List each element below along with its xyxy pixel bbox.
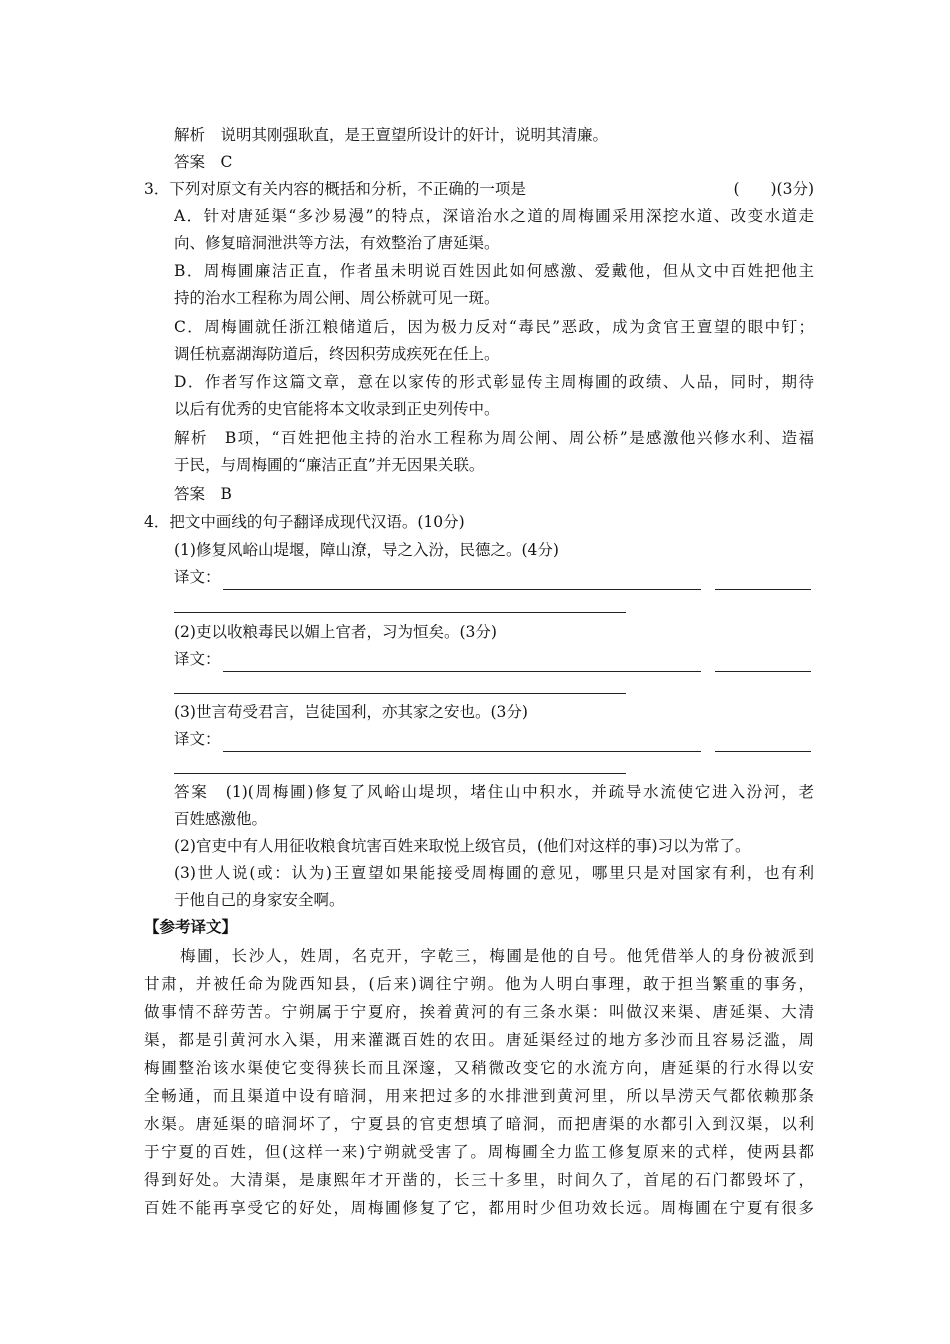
reference-line-2: 甘肃，并被任命为陇西知县，(后来)调往宁朔。他为人明白事理，敢于担当繁重的事务， (144, 975, 814, 993)
q4-answer-line-4: (3)世人说(或：认为)王亶望如果能接受周梅圃的意见，哪里只是对国家有利，也有利 (174, 864, 814, 882)
q3-score: ( )(3分) (733, 180, 814, 198)
q4-item-2-blank-c[interactable] (174, 693, 626, 694)
q3-stem (144, 176, 814, 202)
q4-answer-line-5: 于他自己的身家安全啊。 (174, 891, 345, 909)
q4-item-3-blank-a[interactable] (223, 735, 701, 752)
reference-line-9: 得到好处。大清渠，是康熙年才开凿的，长三十多里，时间久了，首尾的石门都毁坏了， (144, 1171, 814, 1189)
q4-item-1-label: 译文： (174, 568, 221, 586)
q4-item-1-blank-a[interactable] (223, 573, 701, 590)
q4-item-3-answer-line (174, 726, 814, 752)
q3-option-a-line-1: A．针对唐延渠“多沙易漫”的特点，深谙治水之道的周梅圃采用深挖水道、改变水道走 (174, 207, 814, 225)
reference-line-8: 于宁夏的百姓，但(这样一来)宁朔就受害了。周梅圃全力监工修复原来的式样，使两县都 (144, 1143, 814, 1161)
q2-analysis: 解析 说明其刚强耿直，是王亶望所设计的奸计，说明其清廉。 (174, 126, 609, 144)
q4-answer-line-2: 百姓感激他。 (174, 810, 268, 828)
reference-line-5: 梅圃整治该水渠使它变得狭长而且深邃，又稍微改变它的水流方向，唐延渠的行水得以安 (144, 1059, 814, 1077)
q2-answer: 答案 C (174, 153, 233, 171)
q3-analysis-line-1: 解析 B项，“百姓把他主持的治水工程称为周公闸、周公桥”是感激他兴修水利、造福 (174, 429, 814, 447)
q4-answer-line-3: (2)官吏中有人用征收粮食坑害百姓来取悦上级官员，(他们对这样的事)习以为常了。 (174, 837, 751, 855)
reference-line-3: 做事情不辞劳苦。宁朔属于宁夏府，挨着黄河的有三条水渠：叫做汉来渠、唐延渠、大清 (144, 1003, 814, 1021)
q4-item-1-blank-b[interactable] (715, 573, 811, 590)
q4-item-2-label: 译文： (174, 650, 221, 668)
reference-line-10: 百姓不能再享受它的好处，周梅圃修复了它，都用时少但功效长远。周梅圃在宁夏有很多 (144, 1199, 814, 1217)
q3-answer: 答案 B (174, 485, 232, 503)
q3-stem-text: 3．下列对原文有关内容的概括和分析，不正确的一项是 (144, 180, 526, 198)
q4-item-2-blank-a[interactable] (223, 655, 701, 672)
q4-answer-line-1: 答案 (1)(周梅圃)修复了风峪山堤坝，堵住山中积水，并疏导水流使它进入汾河，老 (174, 783, 814, 801)
reference-line-1: 梅圃，长沙人，姓周，名克开，字乾三，梅圃是他的自号。他凭借举人的身份被派到 (180, 947, 814, 965)
q3-option-b-line-2: 持的治水工程称为周公闸、周公桥就可见一斑。 (174, 289, 500, 307)
q4-item-1-sentence: (1)修复风峪山堤堰，障山潦，导之入汾，民德之。(4分) (174, 541, 559, 559)
q4-item-3-blank-b[interactable] (715, 735, 811, 752)
q3-option-c-line-1: C．周梅圃就任浙江粮储道后，因为极力反对“毒民”恶政，成为贪官王亶望的眼中钉； (174, 318, 814, 336)
q3-option-c-line-2: 调任杭嘉湖海防道后，终因积劳成疾死在任上。 (174, 345, 500, 363)
q4-item-3-blank-c[interactable] (174, 773, 626, 774)
q3-option-b-line-1: B．周梅圃廉洁正直，作者虽未明说百姓因此如何感激、爱戴他，但从文中百姓把他主 (174, 262, 814, 280)
reference-line-4: 渠，都是引黄河水入渠，用来灌溉百姓的农田。唐延渠经过的地方多沙而且容易泛滥，周 (144, 1031, 814, 1049)
reference-line-7: 水渠。唐延渠的暗洞坏了，宁夏县的官吏想填了暗洞，而把唐渠的水都引入到汉渠，以利 (144, 1115, 814, 1133)
q4-item-1-blank-c[interactable] (174, 612, 626, 613)
reference-line-6: 全畅通，而且渠道中设有暗洞，用来把过多的水排泄到黄河里，所以旱涝天气都依赖那条 (144, 1087, 814, 1105)
q4-item-2-sentence: (2)吏以收粮毒民以媚上官者，习为恒矣。(3分) (174, 623, 497, 641)
q3-analysis-line-2: 于民，与周梅圃的“廉洁正直”并无因果关联。 (174, 456, 485, 474)
q4-item-2-answer-line (174, 646, 814, 672)
q4-stem: 4．把文中画线的句子翻译成现代汉语。(10分) (144, 513, 465, 531)
q4-item-3-sentence: (3)世言苟受君言，岂徒国利，亦其家之安也。(3分) (174, 703, 528, 721)
q4-item-2-blank-b[interactable] (715, 655, 811, 672)
q4-item-1-answer-line (174, 564, 814, 590)
q4-item-3-label: 译文： (174, 730, 221, 748)
q3-option-a-line-2: 向、修复暗洞泄洪等方法，有效整治了唐延渠。 (174, 234, 500, 252)
q3-option-d-line-1: D．作者写作这篇文章，意在以家传的形式彰显传主周梅圃的政绩、人品，同时，期待 (174, 373, 814, 391)
reference-heading: 【参考译文】 (144, 917, 238, 936)
q3-option-d-line-2: 以后有优秀的史官能将本文收录到正史列传中。 (174, 400, 500, 418)
